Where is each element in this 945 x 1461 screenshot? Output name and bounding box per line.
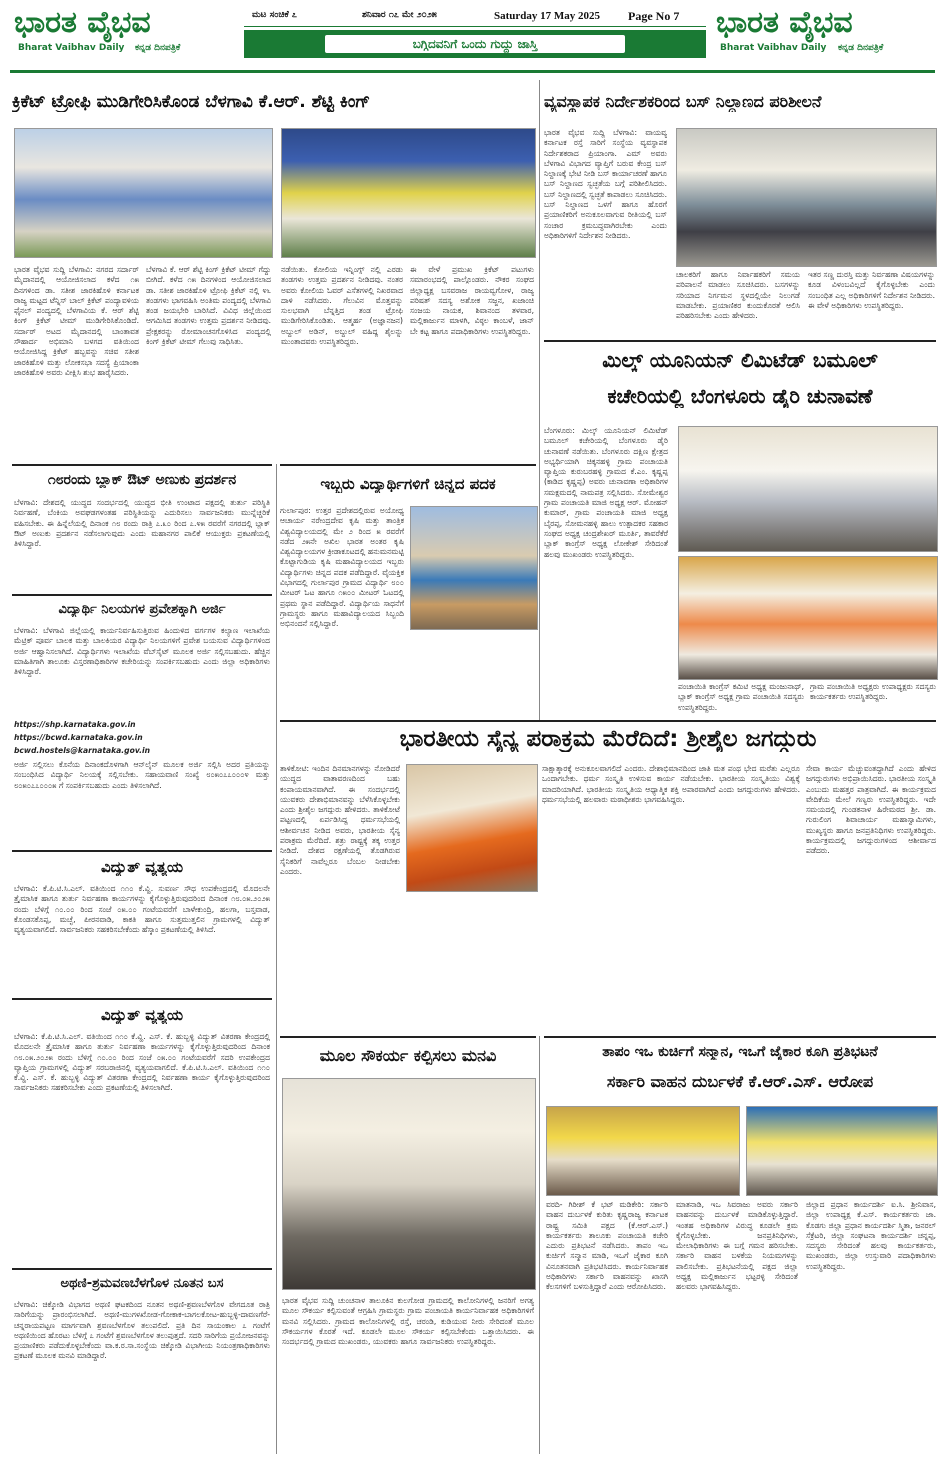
a5-headline: ವಿದ್ಯಾರ್ಥಿ ನಿಲಯಗಳ ಪ್ರವೇಶಕ್ಕಾಗಿ ಅರ್ಜಿ (58, 602, 226, 617)
issue-no: ಮಟ ಸಂಚಿಕೆ ೭ (252, 10, 297, 20)
a4-box (12, 464, 272, 588)
a2-photo (676, 128, 937, 267)
a3-caption-2: ಗ್ರಾಮ ಪಂಚಾಯಿತಿ ಅಧ್ಯಕ್ಷರು ಉಪಾಧ್ಯಕ್ಷರು ಸದಸ್ಯರು ಕಾರ್ಯಕರ್ತರು ಉಪಸ್ಥಿತರಿದ್ದರು. (810, 682, 936, 702)
a11-body: ಭಾರತ ವೈಭವ ಸುದ್ದಿ ಚುಂಚನಾಳ ತಾಲೂಕಿನ ಕುಲಗೋಡ ಗ್ರಾಮದಲ್ಲಿ ಕಾಲೋನಿಗಳಲ್ಲಿ ಜನರಿಗೆ ಅಗತ್ಯ ಮೂಲ ಸೌಕರ್ಯ ಕಲ್ಪಿಸುವಂತೆ ಆಗ್ರಹಿಸಿ ಗ್ರಾಮಸ್ಥರು ಗ್ರಾಮ ಪಂಚಾಯತಿ ಕಾರ್ಯನಿರ್ವಾಹಕ ಅಧಿಕಾರಿಗಳಿಗೆ ಮನವಿ ಸಲ್ಲಿಸಿದರು. ಗ್ರಾಮದ ಕಾಲೋನಿಗಳಲ್ಲಿ ರಸ್ತೆ, ಚರಂಡಿ, ಕುಡಿಯುವ ನೀರು ಸೇರಿದಂತೆ ಮೂಲ ಸೌಕರ್ಯಗಳ ಕೊರತೆ ಇದೆ. ಕೂಡಲೇ ಮೂಲ ಸೌಕರ್ಯ ಕಲ್ಪಿಸಬೇಕೆಂದು ಒತ್ತಾಯಿಸಿದರು. ಈ ಸಂದರ್ಭದಲ್ಲಿ ಗ್ರಾಮದ ಮುಖಂಡರು, ಯುವಕರು ಹಾಗೂ ಸಾರ್ವಜನಿಕರು ಉಪಸ್ಥಿತರಿದ್ದರು. (282, 1296, 534, 1347)
a10-headline: ಭಾರತೀಯ ಸೈನ್ಯ ಪರಾಕ್ರಮ ಮೆರೆದಿದೆ: ಶ್ರೀಶೈಲ ಜಗದ್ಗುರು (399, 726, 817, 752)
a1-col-1: ಭಾರತ ವೈಭವ ಸುದ್ದಿ ಬೆಳಗಾವಿ: ನಗರದ ಸರ್ದಾರ್ ಮೈದಾನದಲ್ಲಿ ಆಯೋಜಿಸಲಾದ ಕಳೆದ ೧೫ ದಿನಗಳಿಂದ ಡಾ. ಸತೀಶ ಜಾರಕಿಹೊಳಿ ಕರ್ನಾಟಕ ರಾಜ್ಯ ಮಟ್ಟದ ಟೆನ್ನಿಸ್ ಬಾಲ್ ಕ್ರಿಕೆಟ್ ಪಂದ್ಯಾವಳಿಯ ಫೈನಲ್ ಪಂದ್ಯದಲ್ಲಿ ಬೆಳಗಾವಿಯ ಕೆ. ಆರ್ ಶೆಟ್ಟಿ ಕಿಂಗ್ ಕ್ರಿಕೆಟ್ ಟೀಮ್ ಮುಡಿಗೇರಿಸಿಕೊಂಡಿದೆ. ಸರ್ದಾರ್ ಅಟದ ಮೈದಾನದಲ್ಲಿ ಬಾಂತಾವತ ಸೌಹಾರ್ದ ಅಭಿಮಾನಿ ಬಳಗದ ವತಿಯಿಂದ ಆಯೋಜಿಸಿದ್ದ ಕ್ರಿಕೆಟ್ ಹಬ್ಬವನ್ನು ಸಚಿವ ಸತೀಶ ಜಾರಕಿಹೊಳಿ ಮತ್ತು ಲೋಕಸಭಾ ಸದಸ್ಯೆ ಪ್ರಿಯಾಂಕಾ ಜಾರಕಿಹೊಳಿ ಅವರು ವೀಕ್ಷಿಸಿ ಶುಭ ಹಾರೈಸಿದರು. (14, 265, 139, 377)
a3-photo-1 (678, 426, 938, 552)
masthead-rule (10, 70, 935, 73)
a1-col-3: ನಡೆಯಿತು. ಕೋಲಿಯ ಇನ್ನಿಂಗ್ಸ್ ನಲ್ಲಿ ಎರಡು ತಂಡಗಳು ಉತ್ತಮ ಪ್ರದರ್ಶನ ನೀಡಿದವು. ನಂತರ ಅವರು ಕೋಲಿಯ ಓವರ್ ಎಸೆತಗಳಲ್ಲಿ ನಿಖರವಾದ ದಾಳಿ ನಡೆಸಿದರು. ಗೆಲುವಿನ ಮೊತ್ತವನ್ನು ಸುಲಭವಾಗಿ ಬೆನ್ನತ್ತಿದ ತಂಡ ಟ್ರೋಫಿ ಮುಡಿಗೇರಿಸಿಕೊಂಡಿತು. ಆತ್ಮರ್ಹ (ಅಜ್ಞಾನಜನ) ಅಬ್ದುಲ್ ಅಡಿನ್, ಅಬ್ದುಲ್ ವಹಿದ್ದ ಶೈಲನ್ನು ಮುಂತಾದವರು ಉಪಸ್ಥಿತರಿದ್ದರು. (281, 265, 403, 347)
a10-col-1: ತಾಳಿಕೋಟಿ: ಇಂದಿನ ದಿನಮಾನಗಳನ್ನು ನೋಡಿದರೆ ಯುದ್ಧದ ವಾತಾವರಣದಿಂದ ಬಹು ಕಂಪಾಯಮಾನವಾಗಿದೆ. ಈ ಸಂದರ್ಭದಲ್ಲಿ ಯುವಕರು ದೇಶಾಭಿಮಾನವನ್ನು ಬೆಳೆಸಿಕೊಳ್ಳಬೇಕು ಎಂದು ಶ್ರೀಶೈಲ ಜಗದ್ಗುರು ಹೇಳಿದರು. ತಾಳಿಕೋಟೆ ಪಟ್ಟಣದಲ್ಲಿ ಏರ್ಪಡಿಸಿದ್ದ ಧರ್ಮಸಭೆಯಲ್ಲಿ ಆಶೀರ್ವಚನ ನೀಡಿದ ಅವರು, ಭಾರತೀಯ ಸೈನ್ಯ ಪರಾಕ್ರಮ ಮೆರೆದಿದೆ. ಶತ್ರು ರಾಷ್ಟ್ರಕ್ಕೆ ತಕ್ಕ ಉತ್ತರ ನೀಡಿದೆ. ದೇಶದ ರಕ್ಷಣೆಯಲ್ಲಿ ತೊಡಗಿರುವ ಸೈನಿಕರಿಗೆ ನಾವೆಲ್ಲರೂ ಬೆಂಬಲ ನೀಡಬೇಕು ಎಂದರು. (280, 764, 400, 876)
a2-col-1: ಭಾರತ ವೈಭವ ಸುದ್ದಿ ಬೆಳಗಾವಿ: ವಾಯವ್ಯ ಕರ್ನಾಟಕ ರಸ್ತೆ ಸಾರಿಗೆ ಸಂಸ್ಥೆಯ ವ್ಯವಸ್ಥಾಪಕ ನಿರ್ದೇಶಕರಾದ ಪ್ರಿಯಾಂಗಾ. ಎಮ್ ಅವರು ಬೆಳಗಾವಿ ವಿಭಾಗದ ವ್ಯಾಪ್ತಿಗೆ ಬರುವ ಕೇಂದ್ರ ಬಸ್ ನಿಲ್ದಾಣಕ್ಕೆ ಭೇಟಿ ನೀಡಿ ಬಸ್ ಕಾರ್ಯಾಚರಣೆ ಹಾಗೂ ಬಸ್ ನಿಲ್ದಾಣದ ಸ್ವಚ್ಛತೆಯ ಬಗ್ಗೆ ಪರಿಶೀಲಿಸಿದರು. ಬಸ್ ನಿಲ್ದಾಣದಲ್ಲಿ ಸ್ವಚ್ಛತೆ ಕಾಪಾಡಲು ಸೂಚಿಸಿದರು. ಬಸ್ ನಿಲ್ದಾಣದ ಒಳಗೆ ಹಾಗೂ ಹೊರಗೆ ಪ್ರಯಾಣಿಕರಿಗೆ ಅನುಕೂಲವಾಗುವ ರೀತಿಯಲ್ಲಿ ಬಸ್ ಸಂಚಾರ ಕ್ರಮಬದ್ಧವಾಗಿರಬೇಕು ಎಂದು ಅಧಿಕಾರಿಗಳಿಗೆ ನಿರ್ದೇಶನ ನೀಡಿದರು. (544, 128, 667, 240)
a1-col-2: ಬೆಳಗಾವಿ ಕೆ. ಆರ್ ಶೆಟ್ಟಿ ಕಿಂಗ್ ಕ್ರಿಕೆಟ್ ಟೀಮ್ ಗೆದ್ದು ಬೀಗಿದೆ. ಕಳೆದ ೧೫ ದಿನಗಳಿಂದ ಆಯೋಜಿಸಲಾದ ಡಾ. ಸತೀಶ ಜಾರಕಿಹೊಳಿ ಟ್ರೋಫಿ ಕ್ರಿಕೆಟ್ ನಲ್ಲಿ ೪೬ ತಂಡಗಳು ಭಾಗವಹಿಸಿ ಅಂತಿಮ ಪಂದ್ಯದಲ್ಲಿ ಬೆಳಗಾವಿ ತಂಡ ಜಯಭೇರಿ ಬಾರಿಸಿದೆ. ವಿವಿಧ ಜಿಲ್ಲೆಯಿಂದ ಆಗಮಿಸಿದ ತಂಡಗಳು ಉತ್ತಮ ಪ್ರದರ್ಶನ ನೀಡಿದವು. ಪ್ರೇಕ್ಷಕರನ್ನು ರೋಮಾಂಚನಗೊಳಿಸಿದ ಪಂದ್ಯದಲ್ಲಿ ಕಿಂಗ್ ಕ್ರಿಕೆಟ್ ಟೀಮ್ ಗೆಲುವು ಸಾಧಿಸಿತು. (146, 265, 271, 347)
a9-col-1: ಗುರ್ಲಾಪುರ: ಉತ್ತರ ಪ್ರದೇಶದಲ್ಲಿರುವ ಅಯೋಧ್ಯ ಆಚಾರ್ಯ ನರೇಂದ್ರದೇವ ಕೃಷಿ ಮತ್ತು ತಾಂತ್ರಿಕ ವಿಶ್ವವಿದ್ಯಾಲಯದಲ್ಲಿ ಮೇ ೨ ರಿಂದ ೫ ರವರೆಗೆ ನಡೆದ ೨೫ನೇ ಅಖಿಲ ಭಾರತ ಅಂತರ ಕೃಷಿ ವಿಶ್ವವಿದ್ಯಾಲಯಗಳ ಕ್ರೀಡಾಕೂಟದಲ್ಲಿ ಹನುಮನಮಟ್ಟಿ ಕೊಟ್ಟಾಗುಡಿಯ ಕೃಷಿ ಮಹಾವಿದ್ಯಾಲಯದ ಇಬ್ಬರು ವಿದ್ಯಾರ್ಥಿಗಳು ಚಿನ್ನದ ಪದಕ ಪಡೆದಿದ್ದಾರೆ. ವೈಯಕ್ತಿಕ ವಿಭಾಗದಲ್ಲಿ ಗುರ್ಲಾಪುರ ಗ್ರಾಮದ ವಿದ್ಯಾರ್ಥಿ ೮೦೦ ಮೀಟರ್ ಓಟ ಹಾಗೂ ೧೫೦೦ ಮೀಟರ್ ಓಟದಲ್ಲಿ ಪ್ರಥಮ ಸ್ಥಾನ ಪಡೆದಿದ್ದಾರೆ. ವಿದ್ಯಾರ್ಥಿಯ ಸಾಧನೆಗೆ ಗ್ರಾಮಸ್ಥರು ಹಾಗೂ ಮಹಾವಿದ್ಯಾಲಯದ ಸಿಬ್ಬಂದಿ ಅಭಿನಂದನೆ ಸಲ್ಲಿಸಿದ್ದಾರೆ. (280, 506, 404, 629)
a3-col-1: ಬೆಂಗಳೂರು: ಮಿಲ್ಕ್ ಯೂನಿಯನ್ ಲಿಮಿಟೆಡ್ ಬಮೂಲ್ ಕಚೇರಿಯಲ್ಲಿ ಬೆಂಗಳೂರು ಡೈರಿ ಚುನಾವಣೆ ನಡೆಯಿತು. ಬೆಂಗಳೂರು ದಕ್ಷಿಣ ಕ್ಷೇತ್ರದ ಅಭ್ಯರ್ಥಿಯಾಗಿ ಚಿಕ್ಕನಹಳ್ಳಿ ಗ್ರಾಮ ಪಂಚಾಯತಿ ವ್ಯಾಪ್ತಿಯ ಕುರುಬರಹಳ್ಳಿ ಗ್ರಾಮದ ಕೆ.ಎಂ. ಕೃಷ್ಣಪ್ಪ (ಕಾಡಿದ ಕೃಷ್ಣಪ್ಪ) ಅವರು ಚುನಾವಣಾ ಅಧಿಕಾರಿಗಳ ಸಮಕ್ಷಮದಲ್ಲಿ ನಾಮಪತ್ರ ಸಲ್ಲಿಸಿದರು. ಸೋಮೇಶ್ವರ ಗ್ರಾಮ ಪಂಚಾಯತಿ ಮಾಜಿ ಅಧ್ಯಕ್ಷ ಆರ್. ಮೋಹನ್ ಕುಮಾರ್, ಗ್ರಾಮ ಪಂಚಾಯತಿ ಮಾಜಿ ಅಧ್ಯಕ್ಷ ಬೈರಪ್ಪ, ಸೋಮನಹಳ್ಳಿ ಹಾಲು ಉತ್ಪಾದಕರ ಸಹಕಾರ ಸಂಘದ ಅಧ್ಯಕ್ಷ ಚಂದ್ರಶೇಖರ್ ಮೂರ್ತಿ, ತಾವರೆಕೆರೆ ಬ್ಲಾಕ್ ಕಾಂಗ್ರೆಸ್ ಅಧ್ಯಕ್ಷ ಲೋಕೇಶ್ ಸೇರಿದಂತೆ ಹಲವು ಮುಖಂಡರು ಉಪಸ್ಥಿತರಿದ್ದರು. (544, 426, 668, 559)
divider-v1 (276, 464, 277, 1454)
a9-top-rule (280, 464, 536, 466)
a2-headline: ವ್ಯವಸ್ಥಾಪಕ ನಿರ್ದೇಶಕರಿಂದ ಬಸ್ ನಿಲ್ದಾಣದ ಪರಿಶೀಲನೆ (544, 92, 822, 111)
masthead-title-left: ಭಾರತ ವೈಭವ (14, 5, 151, 40)
date-en: Saturday 17 May 2025 (494, 10, 601, 22)
a12-col-1: ವರದಿ- ಗಿರೀಶ್ ಕೆ ಭಟ್ ಮಡಿಕೇರಿ: ಸರ್ಕಾರಿ ವಾಹನ ದುರ್ಬಳಕೆ ಕುರಿತು ಕೃಷ್ಣರಾಜ್ಯ ಕರ್ನಾಟಕ ರಾಷ್ಟ್ರ ಸಮಿತಿ ಪಕ್ಷದ (ಕೆ.ಆರ್.ಎಸ್.) ಕಾರ್ಯಕರ್ತರು ತಾಲೂಕು ಪಂಚಾಯತಿ ಕಚೇರಿ ಎದುರು ಪ್ರತಿಭಟನೆ ನಡೆಸಿದರು. ತಾಪಂ ಇಒ ಕುರ್ಚಿಗೆ ಸನ್ಮಾನ ಮಾಡಿ, ಇಒಗೆ ಜೈಕಾರ ಕೂಗಿ ವಿನೂತನವಾಗಿ ಪ್ರತಿಭಟಿಸಿದರು. ಕಾರ್ಯನಿರ್ವಾಹಕ ಅಧಿಕಾರಿಗಳು ಸರ್ಕಾರಿ ವಾಹನವನ್ನು ಖಾಸಗಿ ಕೆಲಸಗಳಿಗೆ ಬಳಸುತ್ತಿದ್ದಾರೆ ಎಂದು ಆರೋಪಿಸಿದರು. (546, 1200, 668, 1292)
a12-photo-2 (746, 1106, 938, 1196)
a1-col-4: ಈ ವೇಳೆ ಪ್ರಮುಖ ಕ್ರಿಕೆಟ್ ಪಟುಗಳು ಸಮಾರಂಭದಲ್ಲಿ ಪಾಲ್ಗೊಂಡರು. ನೌಕರ ಸಂಘದ ಜಿಲ್ಲಾಧ್ಯಕ್ಷ ಬಸವರಾಜ ರಾಯವ್ವಗೋಳ, ರಾಜ್ಯ ಪರಿಷತ್ ಸದಸ್ಯ ಅಶೋಕ ಸಜ್ಜನ, ಖಜಾಂಚಿ ಸಂಜಯ ನಾಯಕ, ಶಿವಾನಂದ ತಳವಾರ, ಮಲ್ಲಿಕಾರ್ಜುನ ಮಾಳಗಿ, ವಿಠ್ಠಲ ಕಾಂಬಳೆ, ಜಾನ್ ಬೇ ಕಟ್ಟ ಹಾಗೂ ಪದಾಧಿಕಾರಿಗಳು ಉಪಸ್ಥಿತರಿದ್ದರು. (410, 265, 534, 336)
a5-body-2: ಅರ್ಜಿ ಸಲ್ಲಿಸಲು ಕೊನೆಯ ದಿನಾಂಕದೊಳಗಾಗಿ ಆನ್‌ಲೈನ್ ಮೂಲಕ ಅರ್ಜಿ ಸಲ್ಲಿಸಿ ಅದರ ಪ್ರತಿಯನ್ನು ಸಂಬಂಧಿಸಿದ ವಿದ್ಯಾರ್ಥಿ ನಿಲಯಕ್ಕೆ ಸಲ್ಲಿಸಬೇಕು. ಸಹಾಯವಾಣಿ ಸಂಖ್ಯೆ ೮೦೫೦೭೭೦೦೦೪ ಮತ್ತು ೮೦೫೦೭೭೦೦೦೫ ಗೆ ಸಂಪರ್ಕಿಸಬಹುದು ಎಂದು ತಿಳಿಸಲಾಗಿದೆ. (14, 760, 270, 790)
a3-headline-2: ಕಚೇರಿಯಲ್ಲಿ ಬೆಂಗಳೂರು ಡೈರಿ ಚುನಾವಣೆ (607, 384, 873, 408)
a5-link-1[interactable]: https://shp.karnataka.gov.in (14, 720, 136, 729)
divider-v3 (539, 1036, 540, 1454)
a3-photo-2 (678, 556, 938, 680)
a12-photo-1 (546, 1106, 740, 1196)
a5-link-3[interactable]: bcwd.hostels@karnataka.gov.in (14, 746, 151, 755)
a12-headline-2: ಸರ್ಕಾರಿ ವಾಹನ ದುರ್ಬಳಕೆ ಕೆ.ಆರ್.ಎಸ್. ಆರೋಪ (606, 1072, 874, 1091)
tagline-bar (244, 30, 706, 58)
a12-col-2: ಮಾತನಾಡಿ, ಇಒ ಸಿವರಾಜು ಅವರು ಸರ್ಕಾರಿ ವಾಹನವನ್ನು ದುರ್ಬಳಕೆ ಮಾಡಿಕೊಳ್ಳುತ್ತಿದ್ದಾರೆ. ಇಂತಹ ಅಧಿಕಾರಿಗಳ ವಿರುದ್ಧ ಕೂಡಲೇ ಕ್ರಮ ಕೈಗೊಳ್ಳಬೇಕು. ಜನಪ್ರತಿನಿಧಿಗಳು, ಮೇಲಾಧಿಕಾರಿಗಳು ಈ ಬಗ್ಗೆ ಗಮನ ಹರಿಸಬೇಕು. ಸರ್ಕಾರಿ ವಾಹನ ಬಳಕೆಯ ನಿಯಮಗಳನ್ನು ಪಾಲಿಸಬೇಕು. ಪ್ರತಿಭಟನೆಯಲ್ಲಿ ಪಕ್ಷದ ಜಿಲ್ಲಾ ಅಧ್ಯಕ್ಷ ಮಲ್ಲಿಕಾರ್ಜುನ ಭಟ್ಟರಳ್ಳಿ ಸೇರಿದಂತೆ ಹಲವರು ಭಾಗವಹಿಸಿದ್ದರು. (676, 1200, 798, 1292)
a3-caption-1: ಪಂಚಾಯಿತಿ ಕಾಂಗ್ರೆಸ್ ಕಮಿಟಿ ಅಧ್ಯಕ್ಷ ಮಂಜುನಾಥ್, ಬ್ಲಾಕ್ ಕಾಂಗ್ರೆಸ್ ಅಧ್ಯಕ್ಷ ಗ್ರಾಮ ಪಂಚಾಯಿತಿ ಸದಸ್ಯರು ಉಪಸ್ಥಿತರಿದ್ದರು. (678, 682, 804, 712)
a6-body: ಬೆಳಗಾವಿ: ಕೆ.ಪಿ.ಟಿ.ಸಿ.ಎಲ್. ವತಿಯಿಂದ ೧೧೦ ಕೆ.ವ್ಹಿ. ಸುವರ್ಣ ಸೌಧ ಉಪಕೇಂದ್ರದಲ್ಲಿ ಮೊದಲನೇ ತ್ರೈಮಾಸಿಕ ಹಾಗೂ ತುರ್ತು ನಿರ್ವಹಣಾ ಕಾರ್ಯಗಳನ್ನು ಕೈಗೊಳ್ಳುತ್ತಿರುವುದರಿಂದ ದಿನಾಂಕ ೧೮.೦೫.೨೦೨೫ ರಂದು ಬೆಳಿಗ್ಗೆ ೧೦.೦೦ ರಿಂದ ಸಂಜೆ ೦೫.೦೦ ಗಂಟೆಯವರೆಗೆ ಬಾಳೇಕುಂದ್ರಿ, ಹಲಗಾ, ಬಸ್ತವಾಡ, ಕೊಂಡಸಕೊಪ್ಪ, ಮಚ್ಛೆ, ಪೀರನವಾಡಿ, ಕಾಕತಿ ಹಾಗೂ ಸುತ್ತಮುತ್ತಲಿನ ಗ್ರಾಮಗಳಲ್ಲಿ ವಿದ್ಯುತ್ ವ್ಯತ್ಯಯವಾಗಲಿದೆ. ಸಾರ್ವಜನಿಕರು ಸಹಕರಿಸಬೇಕೆಂದು ಹೆಸ್ಕಾಂ ಪ್ರಕಟಣೆಯಲ್ಲಿ ತಿಳಿಸಿದೆ. (14, 884, 270, 935)
a5-body: ಬೆಳಗಾವಿ: ಬೆಳಗಾವಿ ಜಿಲ್ಲೆಯಲ್ಲಿ ಕಾರ್ಯನಿರ್ವಹಿಸುತ್ತಿರುವ ಹಿಂದುಳಿದ ವರ್ಗಗಳ ಕಲ್ಯಾಣ ಇಲಾಖೆಯ ಮೆಟ್ರಿಕ್ ಪೂರ್ವ ಬಾಲಕ ಮತ್ತು ಬಾಲಕಿಯರ ವಿದ್ಯಾರ್ಥಿ ನಿಲಯಗಳಿಗೆ ಪ್ರವೇಶ ಬಯಸುವ ವಿದ್ಯಾರ್ಥಿಗಳಿಂದ ಅರ್ಜಿ ಆಹ್ವಾನಿಸಲಾಗಿದೆ. ವಿದ್ಯಾರ್ಥಿಗಳು ಇಲಾಖೆಯ ವೆಬ್‌ಸೈಟ್ ಮೂಲಕ ಅರ್ಜಿ ಸಲ್ಲಿಸಬಹುದು. ಹೆಚ್ಚಿನ ಮಾಹಿತಿಗಾಗಿ ತಾಲೂಕು ವಿಸ್ತರಣಾಧಿಕಾರಿಗಳ ಕಚೇರಿಯನ್ನು ಸಂಪರ್ಕಿಸಬಹುದು ಎಂದು ಜಿಲ್ಲಾ ಅಧಿಕಾರಿಗಳು ತಿಳಿಸಿದ್ದಾರೆ. (14, 626, 270, 677)
a1-photo-2 (281, 128, 536, 258)
a12-col-3: ಜಿಲ್ಲಾದ ಪ್ರಧಾನ ಕಾರ್ಯದರ್ಶಿ ಐ.ಸಿ. ಶ್ರೀನಿವಾಸ, ಜಿಲ್ಲಾ ಉಪಾಧ್ಯಕ್ಷ ಕೆ.ಎಸ್. ಕಾರ್ಯಕರ್ತರು ಜಾ. ಕೊಡಗು ಜಿಲ್ಲಾ ಪ್ರಧಾನ ಕಾರ್ಯದರ್ಶಿ ಸ್ಮಿತಾ, ಜನರಲ್ ಸೆಕ್ರೆಟರಿ, ಜಿಲ್ಲಾ ಸಂಘಟನಾ ಕಾರ್ಯದರ್ಶಿ ಚನ್ನಪ್ಪ, ಸದಸ್ಯರು ಸೇರಿದಂತೆ ಹಲವು ಕಾರ್ಯಕರ್ತರು, ಮುಖಂಡರು, ಜಿಲ್ಲಾ ಉಸ್ತುವಾರಿ ಪದಾಧಿಕಾರಿಗಳು ಉಪಸ್ಥಿತರಿದ್ದರು. (806, 1200, 936, 1271)
a6-headline: ವಿದ್ಯುತ್ ವ್ಯತ್ಯಯ (100, 858, 184, 876)
masthead-title-right: ಭಾರತ ವೈಭವ (716, 5, 853, 40)
a10-col-2: ಸಾಕ್ಷಾತ್ಕಾರಕ್ಕೆ ಅನುಕೂಲವಾಗಲಿದೆ ಎಂದರು. ದೇಶಾಭಿಮಾನದಿಂದ ಜಾತಿ ಮತ ಪಂಥ ಭೇದ ಮರೆತು ಎಲ್ಲರೂ ಒಂದಾಗಬೇಕು. ಧರ್ಮ ಸಂಸ್ಕೃತಿ ಉಳಿಸುವ ಕಾರ್ಯ ನಡೆಯಬೇಕು. ಭಾರತೀಯ ಸಂಸ್ಕೃತಿಯು ವಿಶ್ವಕ್ಕೆ ಮಾದರಿಯಾಗಿದೆ. ಭಾರತೀಯ ಸಂಸ್ಕೃತಿಯ ಆಧ್ಯಾತ್ಮಿಕ ಶಕ್ತಿ ಅಪಾರವಾಗಿದೆ ಎಂದು ಜಗದ್ಗುರುಗಳು ಹೇಳಿದರು. ಧರ್ಮಸಭೆಯಲ್ಲಿ ಹಲವಾರು ಮಠಾಧೀಶರು ಭಾಗವಹಿಸಿದ್ದರು. (542, 764, 800, 804)
a3-headline-1: ಮಿಲ್ಕ್ ಯೂನಿಯನ್ ಲಿಮಿಟೆಡ್ ಬಮೂಲ್ (602, 348, 878, 372)
a3-top-rule (544, 340, 936, 342)
a4-body: ಬೆಳಗಾವಿ: ದೇಶದಲ್ಲಿ ಯುದ್ಧದ ಸಂದರ್ಭದಲ್ಲಿ ಯುದ್ಧದ ಭೀತಿ ಉಂಟಾದ ಪಕ್ಷದಲ್ಲಿ ತುರ್ತು ಪರಿಸ್ಥಿತಿ ನಿರ್ವಹಣೆ, ಬೆಂಕಿಯ ಅವಘಡಗಳಂತಹ ಪರಿಸ್ಥಿತಿಯನ್ನು ಎದುರಿಸಲು ಸಾರ್ವಜನಿಕರು ಮುನ್ನೆಚ್ಚರಿಕೆ ವಹಿಸಬೇಕು. ಈ ಹಿನ್ನೆಲೆಯಲ್ಲಿ ದಿನಾಂಕ ೧೮ ರಂದು ರಾತ್ರಿ ೭.೩೦ ರಿಂದ ೭.೪೫ ರವರೆಗೆ ನಗರದಲ್ಲಿ ಬ್ಲಾಕ್ ಔಟ್ ಅಣುಕು ಪ್ರದರ್ಶನ ನಡೆಸಲಾಗುವುದು ಎಂದು ಮಹಾನಗರ ಪಾಲಿಕೆ ಆಯುಕ್ತರು ಪ್ರಕಟಣೆಯಲ್ಲಿ ತಿಳಿಸಿದ್ದಾರೆ. (14, 498, 270, 549)
a8-body: ಬೆಳಗಾವಿ: ಚಿಕ್ಕೋಡಿ ವಿಭಾಗದ ಅಥಣಿ ಘಟಕದಿಂದ ನೂತನ ಅಥಣಿ-ಶ್ರವಣಬೆಳಗೊಳ ವೇಗದೂತ ರಾತ್ರಿ ಸಾರಿಗೆಯನ್ನು ಪ್ರಾರಂಭಿಸಲಾಗಿದೆ. ಅಥಣಿ-ಮುಗಳಖೋಡ-ಗೋಕಾಕ-ಬಾಗಲಕೋಟ-ಹುಬ್ಬಳ್ಳಿ-ದಾವಣಗೆರೆ-ಚನ್ನರಾಯಪಟ್ಟಣ ಮಾರ್ಗವಾಗಿ ಶ್ರವಣಬೆಳಗೊಳ ತಲುಪಲಿದೆ. ಪ್ರತಿ ದಿನ ಸಾಯಂಕಾಲ ೭ ಗಂಟೆಗೆ ಅಥಣಿಯಿಂದ ಹೊರಟು ಬೆಳಿಗ್ಗೆ ೭ ಗಂಟೆಗೆ ಶ್ರವಣಬೆಳಗೊಳ ತಲುಪುತ್ತದೆ. ಸದರಿ ಸಾರಿಗೆಯ ಪ್ರಯೋಜನವನ್ನು ಪ್ರಯಾಣಿಕರು ಪಡೆದುಕೊಳ್ಳಬೇಕೆಂದು ವಾ.ಕ.ರ.ಸಾ.ಸಂಸ್ಥೆಯ ಚಿಕ್ಕೋಡಿ ವಿಭಾಗೀಯ ನಿಯಂತ್ರಣಾಧಿಕಾರಿಗಳು ಪ್ರಕಟಣೆ ಮೂಲಕ ಮನವಿ ಮಾಡಿದ್ದಾರೆ. (14, 1300, 270, 1361)
a6-box (12, 850, 272, 992)
a11-headline: ಮೂಲ ಸೌಕರ್ಯ ಕಲ್ಪಿಸಲು ಮನವಿ (319, 1046, 497, 1065)
a12-top-rule (544, 1036, 936, 1038)
a4-headline: ೧೮ರಂದು ಬ್ಲಾಕ್ ಔಟ್ ಅಣುಕು ಪ್ರದರ್ಶನ (47, 472, 237, 488)
masthead-sub-kn-left: ಕನ್ನಡ ದಿನಪತ್ರಿಕೆ (135, 43, 181, 53)
a7-box (12, 998, 272, 1262)
a10-top-rule (280, 720, 936, 722)
a2-col-2: ಚಾಲಕರಿಗೆ ಹಾಗೂ ನಿರ್ವಾಹಕರಿಗೆ ಸಮಯ ಪರಿಪಾಲನೆ ಮಾಡಲು ಸೂಚಿಸಿದರು. ಬಸಗಳನ್ನು ಸರಿಯಾದ ನಿರ್ಗಮನ ಸ್ಥಳದಲ್ಲಿಯೇ ನಿಲುಗಡೆ ಮಾಡಬೇಕು. ಪ್ರಯಾಣಿಕರ ಕುಂದುಕೊರತೆ ಆಲಿಸಿ ಪರಿಹರಿಸಬೇಕು ಎಂದು ಹೇಳಿದರು. (676, 270, 800, 321)
divider-v2 (539, 80, 540, 720)
a1-photo-1 (14, 128, 273, 258)
masthead-sub-en-left: Bharat Vaibhav Daily (18, 43, 125, 53)
a11-photo (282, 1078, 536, 1290)
a9-headline: ಇಬ್ಬರು ವಿದ್ಯಾರ್ಥಿಗಳಿಗೆ ಚಿನ್ನದ ಪದಕ (320, 475, 496, 493)
tagline: ಬಗ್ಗಿದವನಿಗೆ ಒಂದು ಗುದ್ದು ಜಾಸ್ತಿ (325, 35, 625, 53)
a7-body: ಬೆಳಗಾವಿ: ಕೆ.ಪಿ.ಟಿ.ಸಿ.ಎಲ್. ವತಿಯಿಂದ ೧೧೦ ಕೆ.ವ್ಹಿ. ಎಸ್. ಕೆ. ಹುಬ್ಬಳ್ಳಿ ವಿದ್ಯುತ್ ವಿತರಣಾ ಕೇಂದ್ರದಲ್ಲಿ ಮೊದಲನೇ ತ್ರೈಮಾಸಿಕ ಹಾಗೂ ತುರ್ತು ನಿರ್ವಹಣಾ ಕಾರ್ಯಗಳನ್ನು ಕೈಗೊಳ್ಳುತ್ತಿರುವುದರಿಂದ ದಿನಾಂಕ ೧೮.೦೫.೨೦೨೫ ರಂದು ಬೆಳಿಗ್ಗೆ ೧೦.೦೦ ರಿಂದ ಸಂಜೆ ೦೫.೦೦ ಗಂಟೆಯವರೆಗೆ ಸದರಿ ಉಪಕೇಂದ್ರದ ವ್ಯಾಪ್ತಿಯ ಗ್ರಾಮಗಳಲ್ಲಿ ವಿದ್ಯುತ್ ಸರಬರಾಜಿನಲ್ಲಿ ವ್ಯತ್ಯಯವಾಗಲಿದೆ. ಕೆ.ಪಿ.ಟಿ.ಸಿ.ಎಲ್. ವತಿಯಿಂದ ೧೧೦ ಕೆ.ವ್ಹಿ. ಎಸ್. ಕೆ. ಹುಬ್ಬಳ್ಳಿ ವಿದ್ಯುತ್ ವಿತರಣಾ ಕೇಂದ್ರದಲ್ಲಿ ನಿರ್ವಹಣಾ ಕಾರ್ಯ ಕೈಗೊಳ್ಳುತ್ತಿರುವುದರಿಂದ ಸಾರ್ವಜನಿಕರು ಸಹಕರಿಸಬೇಕು ಎಂದು ಪ್ರಕಟಣೆಯಲ್ಲಿ ತಿಳಿಸಲಾಗಿದೆ. (14, 1032, 270, 1093)
a5-box (12, 594, 272, 844)
a8-box (12, 1268, 272, 1452)
a7-headline: ವಿದ್ಯುತ್ ವ್ಯತ್ಯಯ (100, 1006, 184, 1024)
a5-link-2[interactable]: https://bcwd.karnataka.gov.in (14, 733, 143, 742)
a10-photo (406, 764, 538, 892)
a8-headline: ಅಥಣಿ-ಶ್ರಮವಣಬೆಳಗೊಳ ನೂತನ ಬಸ (60, 1276, 224, 1291)
masthead-sub-kn-right: ಕನ್ನಡ ದಿನಪತ್ರಿಕೆ (838, 43, 884, 53)
a10-col-3: ಸೇವಾ ಕಾರ್ಯ ಮೆಚ್ಚುವಂತದ್ದಾಗಿದೆ ಎಂದು ಹೇಳಿದ ಜಗದ್ಗುರುಗಳು ಅಭಿಪ್ರಾಯಿಸಿದರು. ಭಾರತೀಯ ಸಂಸ್ಕೃತಿ ಎಂಬುದು ಮಹತ್ತರ ಪಾತ್ರವಾಗಿದೆ. ಈ ಕಾರ್ಯಕ್ರಮದ ವೇದಿಕೆಯ ಮೇಲೆ ಗಣ್ಯರು ಉಪಸ್ಥಿತರಿದ್ದರು. ಇದೇ ಸಮಯದಲ್ಲಿ ಗುಂಡಕನಾಳ ಹಿರೇಮಠದ ಶ್ರೀ. ಡಾ. ಗುರುಲಿಂಗ ಶಿವಾಚಾರ್ಯ ಮಹಾಸ್ವಾಮಿಗಳು, ಮುಖ್ಯಸ್ಥರು ಹಾಗೂ ಜನಪ್ರತಿನಿಧಿಗಳು ಉಪಸ್ಥಿತರಿದ್ದರು. ಕಾರ್ಯಕ್ರಮದಲ್ಲಿ ಜಗದ್ಗುರುಗಳಿಂದ ಆಶೀರ್ವಾದ ಪಡೆದರು. (806, 764, 936, 856)
a2-col-3: ಇತರ ಸಣ್ಣ ದುರಸ್ತಿ ಮತ್ತು ನಿರ್ವಹಣಾ ವಿಷಯಗಳನ್ನು ಕೂಡ ವಿಳಂಬವಿಲ್ಲದೆ ಕೈಗೊಳ್ಳಬೇಕು ಎಂದು ಸಂಬಂಧಿತ ಎಲ್ಲ ಅಧಿಕಾರಿಗಳಿಗೆ ನಿರ್ದೇಶನ ನೀಡಿದರು. ಈ ವೇಳೆ ಅಧಿಕಾರಿಗಳು ಉಪಸ್ಥಿತರಿದ್ದರು. (808, 270, 935, 310)
date-kn: ಶನಿವಾರ ೧೭ ಮೇ ೨೦೨೫ (362, 10, 437, 20)
a11-top-rule (280, 1036, 536, 1038)
masthead-info (244, 6, 706, 27)
a1-headline: ಕ್ರಿಕೆಟ್ ಟ್ರೋಫಿ ಮುಡಿಗೇರಿಸಿಕೊಂಡ ಬೆಳಗಾವಿ ಕೆ.ಆರ್. ಶೆಟ್ಟಿ ಕಿಂಗ್ (12, 92, 371, 112)
masthead (0, 0, 945, 70)
page-no: Page No 7 (628, 9, 680, 23)
a9-photo (410, 506, 538, 630)
a12-headline-1: ತಾಪಂ ಇಒ ಕುರ್ಚಿಗೆ ಸನ್ಮಾನ, ಇಒಗೆ ಜೈಕಾರ ಕೂಗಿ ಪ್ರತಿಭಟನೆ (602, 1044, 878, 1060)
masthead-sub-en-right: Bharat Vaibhav Daily (720, 43, 827, 53)
